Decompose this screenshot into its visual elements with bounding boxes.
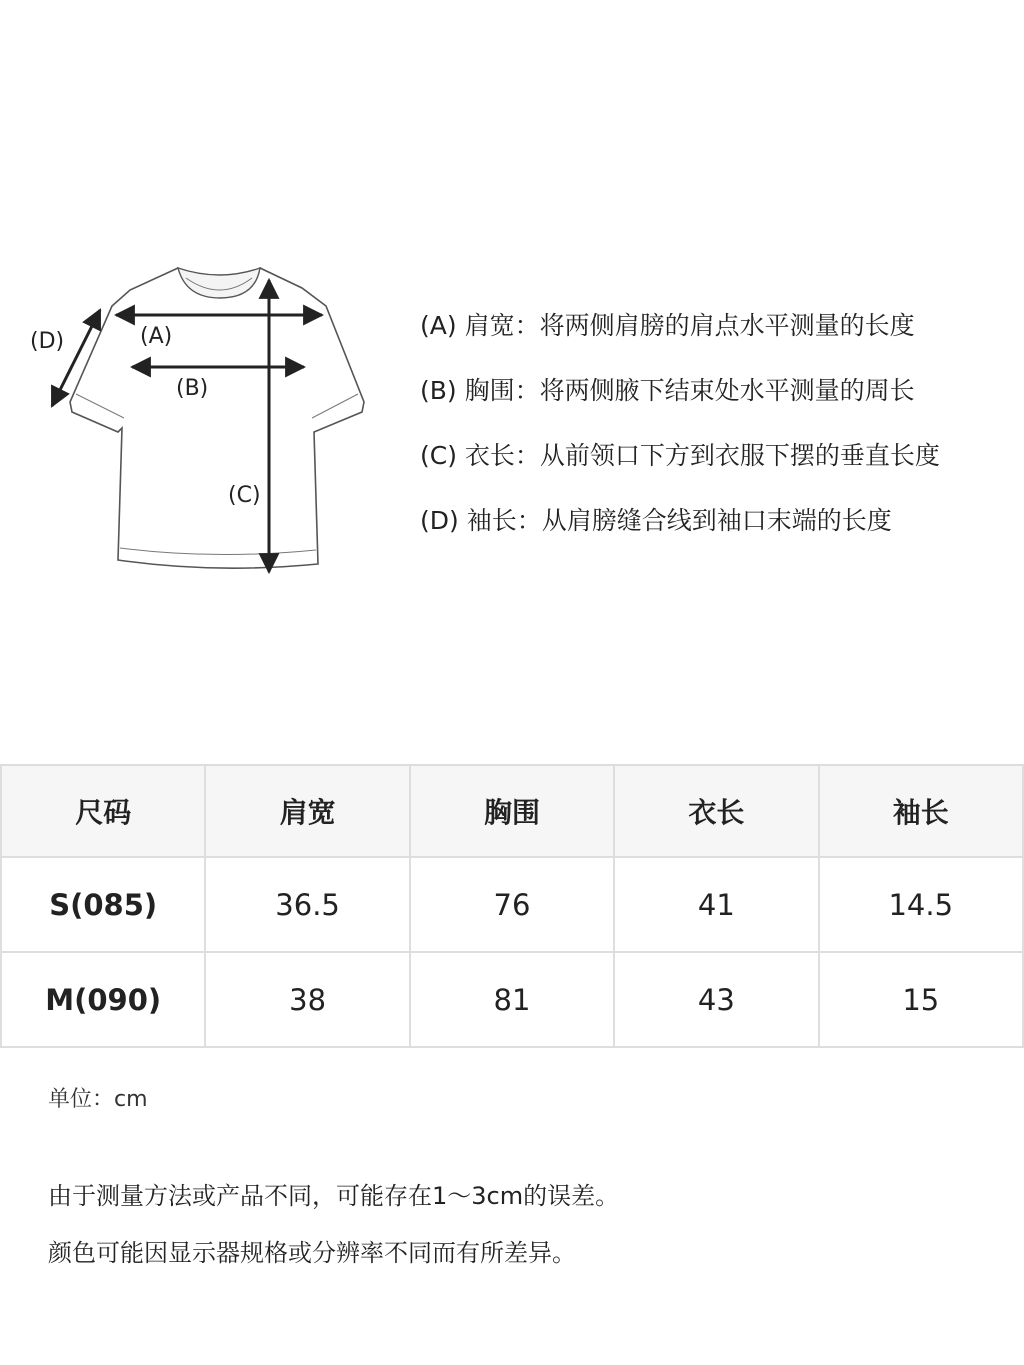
label-a: (A) bbox=[140, 324, 173, 349]
disclaimer-notes bbox=[48, 1176, 619, 1290]
legend-text: 衣长：从前领口下方到衣服下摆的垂直长度 bbox=[464, 441, 940, 470]
tshirt-measurement-diagram bbox=[0, 240, 400, 600]
header-sleeve: 袖长 bbox=[819, 765, 1023, 857]
legend-key: (B) bbox=[420, 376, 457, 405]
legend-key: (C) bbox=[420, 441, 457, 470]
cell-chest: 76 bbox=[410, 857, 614, 952]
note-line: 颜色可能因显示器规格或分辨率不同而有所差异。 bbox=[48, 1239, 576, 1267]
label-b: (B) bbox=[176, 376, 209, 401]
tshirt-outline bbox=[70, 268, 364, 568]
tshirt-diagram-svg bbox=[0, 240, 400, 600]
label-c: (C) bbox=[228, 483, 261, 508]
table-row bbox=[1, 952, 1023, 1047]
legend-item-c bbox=[420, 436, 1020, 476]
table-header-row bbox=[1, 765, 1023, 857]
header-chest: 胸围 bbox=[410, 765, 614, 857]
cell-shoulder: 36.5 bbox=[205, 857, 409, 952]
header-shoulder: 肩宽 bbox=[205, 765, 409, 857]
cell-chest: 81 bbox=[410, 952, 614, 1047]
cell-length: 41 bbox=[614, 857, 818, 952]
unit-label: 单位：cm bbox=[48, 1087, 148, 1112]
size-table bbox=[0, 764, 1024, 1048]
cell-shoulder: 38 bbox=[205, 952, 409, 1047]
legend-item-b bbox=[420, 371, 1020, 411]
legend-text: 袖长：从肩膀缝合线到袖口末端的长度 bbox=[466, 506, 892, 535]
legend-text: 胸围：将两侧腋下结束处水平测量的周长 bbox=[464, 376, 915, 405]
cell-sleeve: 14.5 bbox=[819, 857, 1023, 952]
header-length: 衣长 bbox=[614, 765, 818, 857]
measurement-legend bbox=[420, 306, 1020, 566]
label-d: (D) bbox=[30, 329, 65, 354]
legend-key: (A) bbox=[420, 311, 457, 340]
legend-text: 肩宽：将两侧肩膀的肩点水平测量的长度 bbox=[464, 311, 915, 340]
cell-size: S(085) bbox=[1, 857, 205, 952]
cell-sleeve: 15 bbox=[819, 952, 1023, 1047]
cell-size: M(090) bbox=[1, 952, 205, 1047]
note-line: 由于测量方法或产品不同，可能存在1～3cm的误差。 bbox=[48, 1182, 620, 1210]
legend-item-a bbox=[420, 306, 1020, 346]
cell-length: 43 bbox=[614, 952, 818, 1047]
table-row bbox=[1, 857, 1023, 952]
legend-item-d bbox=[420, 501, 1020, 541]
legend-key: (D) bbox=[420, 506, 459, 535]
header-size: 尺码 bbox=[1, 765, 205, 857]
